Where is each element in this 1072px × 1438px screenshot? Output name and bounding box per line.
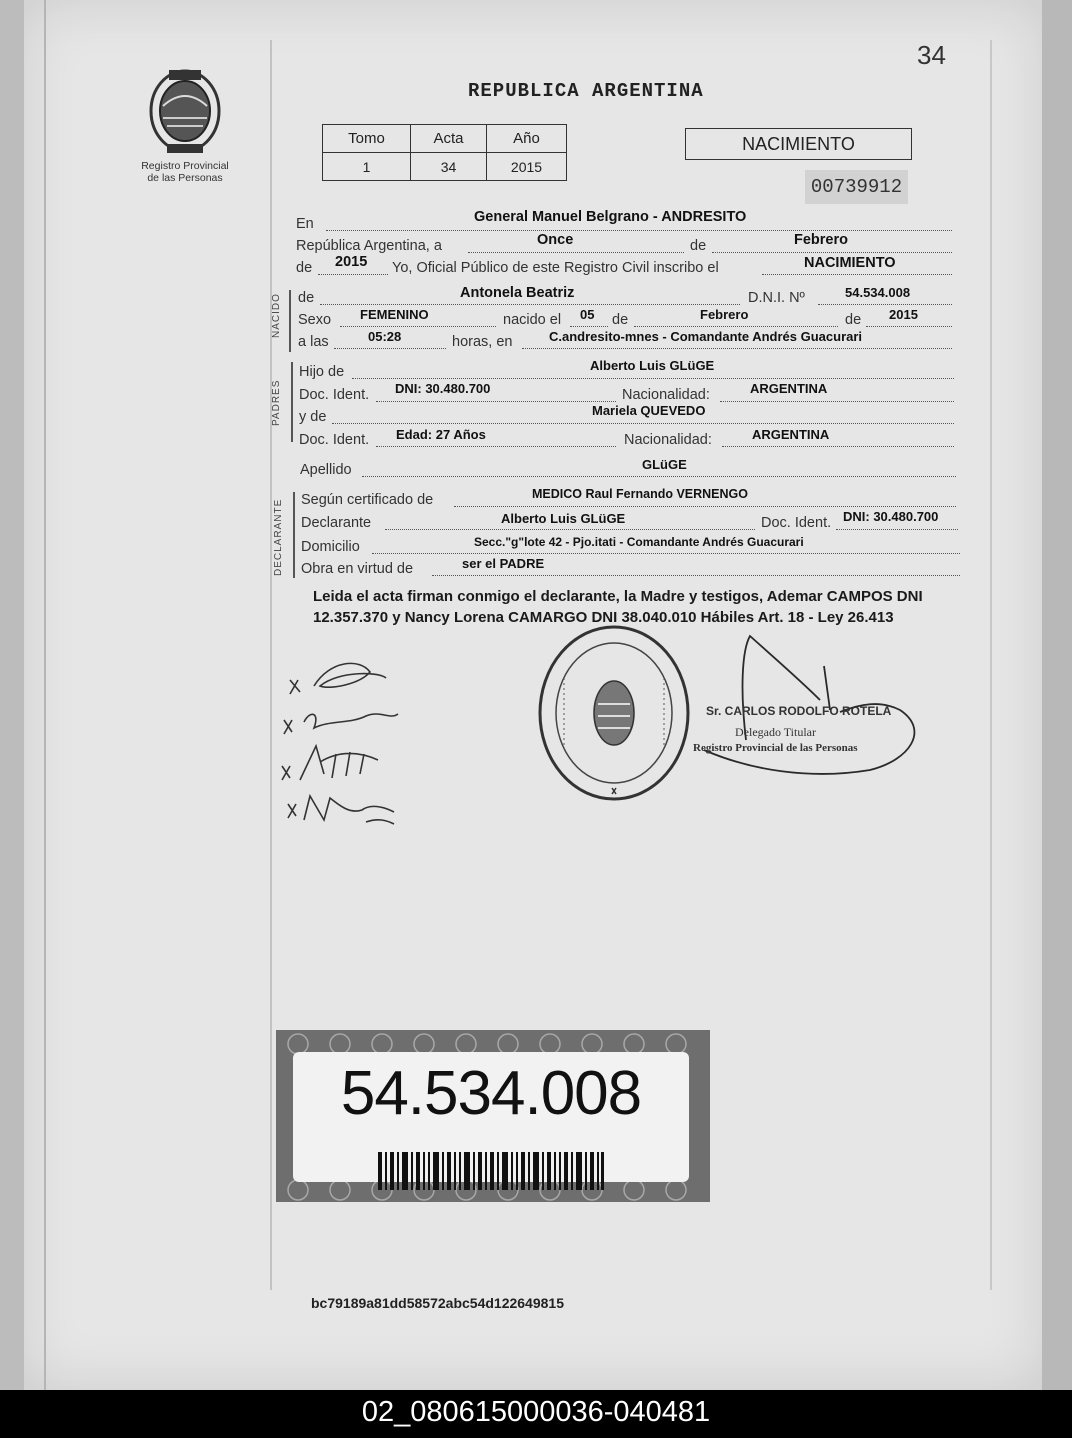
logo-caption-line1: Registro Provincial <box>141 160 229 172</box>
dotted-line <box>722 446 954 447</box>
child-dni-value: 54.534.008 <box>845 285 911 300</box>
declarante-label: Declarante <box>301 515 372 531</box>
de2-label: de <box>296 260 313 276</box>
birth-day-value: 05 <box>580 307 595 322</box>
official-registry: Registro Provincial de las Personas <box>693 742 858 754</box>
address-value: Secc."g"lote 42 - Pjo.itati - Comandante Andrés Guacurari <box>474 535 804 549</box>
section-divider <box>293 492 295 578</box>
dotted-line <box>468 252 684 253</box>
barcode-icon <box>378 1152 604 1190</box>
de-label: de <box>690 238 707 254</box>
domicilio-label: Domicilio <box>301 539 360 555</box>
child-name-value: Antonela Beatriz <box>460 285 575 301</box>
official-seal-icon <box>534 618 694 808</box>
act-type-box: NACIMIENTO <box>685 128 912 160</box>
value-anio: 2015 <box>487 153 567 181</box>
dotted-line <box>376 401 616 402</box>
document-title: REPUBLICA ARGENTINA <box>468 80 704 102</box>
page-right-edge <box>1042 0 1072 1390</box>
section-divider <box>289 290 291 352</box>
y-de-label: y de <box>299 409 327 425</box>
dotted-line <box>332 423 954 424</box>
witness-signatures <box>270 650 430 840</box>
surname-value: GLüGE <box>642 457 687 472</box>
horas-en-label: horas, en <box>452 334 513 350</box>
year-value: 2015 <box>335 254 368 270</box>
section-label-padres: PADRES <box>271 379 282 426</box>
declarant-name-value: Alberto Luis GLüGE <box>501 511 626 526</box>
record-table <box>322 124 567 181</box>
value-tomo: 1 <box>323 153 411 181</box>
dotted-line <box>318 274 388 275</box>
form-border-right <box>990 40 992 1290</box>
month-value: Febrero <box>794 232 848 248</box>
father-name-value: Alberto Luis GLüGE <box>590 358 715 373</box>
nacido-de-label: de <box>298 290 315 306</box>
section-label-declarante: DECLARANTE <box>273 498 284 576</box>
page-number: 34 <box>917 40 946 70</box>
dotted-line <box>372 553 960 554</box>
dni-label-inner <box>293 1052 689 1182</box>
mother-name-value: Mariela QUEVEDO <box>592 403 706 418</box>
nacionalidad-label: Nacionalidad: <box>622 387 710 403</box>
fold-line <box>44 0 46 1390</box>
logo-caption-line2: de las Personas <box>147 172 223 184</box>
a-las-label: a las <box>298 334 329 350</box>
header-tomo: Tomo <box>323 125 411 153</box>
en-label: En <box>296 216 314 232</box>
page-left-margin <box>0 0 24 1390</box>
footer-file-id: 02_080615000036-040481 <box>361 1396 711 1428</box>
signature-4 <box>288 796 394 824</box>
father-nationality-value: ARGENTINA <box>750 381 828 396</box>
dotted-line <box>320 304 740 305</box>
closing-statement: Leida el acta firman conmigo el declarante, la Madre y testigos, Ademar CAMPOS DNI 12.357.370 y Nancy Lorena CAMARGO DNI 38.040.010 Hábiles Art. 18 - Ley 26.413 <box>313 588 923 626</box>
birth-place-value: C.andresito-mnes - Comandante Andrés Guacurari <box>549 329 863 344</box>
dotted-line <box>454 506 956 507</box>
doc-ident-label-c: Doc. Ident. <box>761 515 832 531</box>
dotted-line <box>866 326 952 327</box>
apellido-label: Apellido <box>300 462 352 478</box>
nacido-el-label: nacido el <box>503 312 562 328</box>
birth-year-value: 2015 <box>889 307 918 322</box>
birth-time-value: 05:28 <box>368 329 402 344</box>
provincial-emblem-icon <box>145 66 225 156</box>
dotted-line <box>836 529 958 530</box>
dotted-line <box>634 326 838 327</box>
header-acta: Acta <box>411 125 487 153</box>
dotted-line <box>326 230 952 231</box>
dotted-line <box>522 348 952 349</box>
certificado-label: Según certificado de <box>301 492 434 508</box>
certificate-value: MEDICO Raul Fernando VERNENGO <box>532 487 748 501</box>
hijo-de-label: Hijo de <box>299 364 345 380</box>
dotted-line <box>376 446 616 447</box>
inscribo-value: NACIMIENTO <box>804 255 896 271</box>
day-value: Once <box>537 232 574 248</box>
dotted-line <box>385 529 755 530</box>
header-anio: Año <box>487 125 567 153</box>
mother-doc-value: Edad: 27 Años <box>396 427 486 442</box>
dni-label-number: 54.534.008 <box>340 1059 642 1128</box>
signature-1 <box>290 663 386 694</box>
father-doc-value: DNI: 30.480.700 <box>395 381 491 396</box>
sexo-value: FEMENINO <box>360 307 429 322</box>
declarant-doc-value: DNI: 30.480.700 <box>843 509 939 524</box>
dotted-line <box>712 252 952 253</box>
document-hash: bc79189a81dd58572abc54d122649815 <box>311 1295 564 1311</box>
place-value: General Manuel Belgrano - ANDRESITO <box>474 209 747 225</box>
signature-3 <box>282 746 378 780</box>
signature-2 <box>284 714 398 734</box>
value-acta: 34 <box>411 153 487 181</box>
sexo-label: Sexo <box>298 312 332 328</box>
dni-label: D.N.I. Nº <box>748 290 805 306</box>
section-divider <box>291 362 293 442</box>
registry-logo <box>130 66 240 184</box>
de-label-b: de <box>612 312 629 328</box>
official-role: Delegado Titular <box>735 725 816 739</box>
serial-number: 00739912 <box>805 170 908 204</box>
doc-ident-label-b: Doc. Ident. <box>299 432 370 448</box>
capacity-value: ser el PADRE <box>462 556 545 571</box>
official-name: Sr. CARLOS RODOLFO ROTELA <box>706 704 892 718</box>
birth-month-value: Febrero <box>700 307 749 322</box>
dotted-line <box>762 274 952 275</box>
dotted-line <box>362 476 956 477</box>
republica-label: República Argentina, a <box>296 238 442 254</box>
dni-label-card <box>276 1030 710 1202</box>
doc-ident-label: Doc. Ident. <box>299 387 370 403</box>
mother-nationality-value: ARGENTINA <box>752 427 830 442</box>
dotted-line <box>570 326 608 327</box>
dotted-line <box>432 575 960 576</box>
dotted-line <box>720 401 954 402</box>
section-label-nacido: NACIDO <box>271 293 282 338</box>
dotted-line <box>340 326 496 327</box>
inscribo-label: Yo, Oficial Público de este Registro Civil inscribo el <box>392 260 719 276</box>
dotted-line <box>352 378 954 379</box>
obra-label: Obra en virtud de <box>301 561 414 577</box>
nacionalidad-label-b: Nacionalidad: <box>624 432 712 448</box>
de-label-c: de <box>845 312 862 328</box>
dotted-line <box>818 304 952 305</box>
dotted-line <box>334 348 446 349</box>
